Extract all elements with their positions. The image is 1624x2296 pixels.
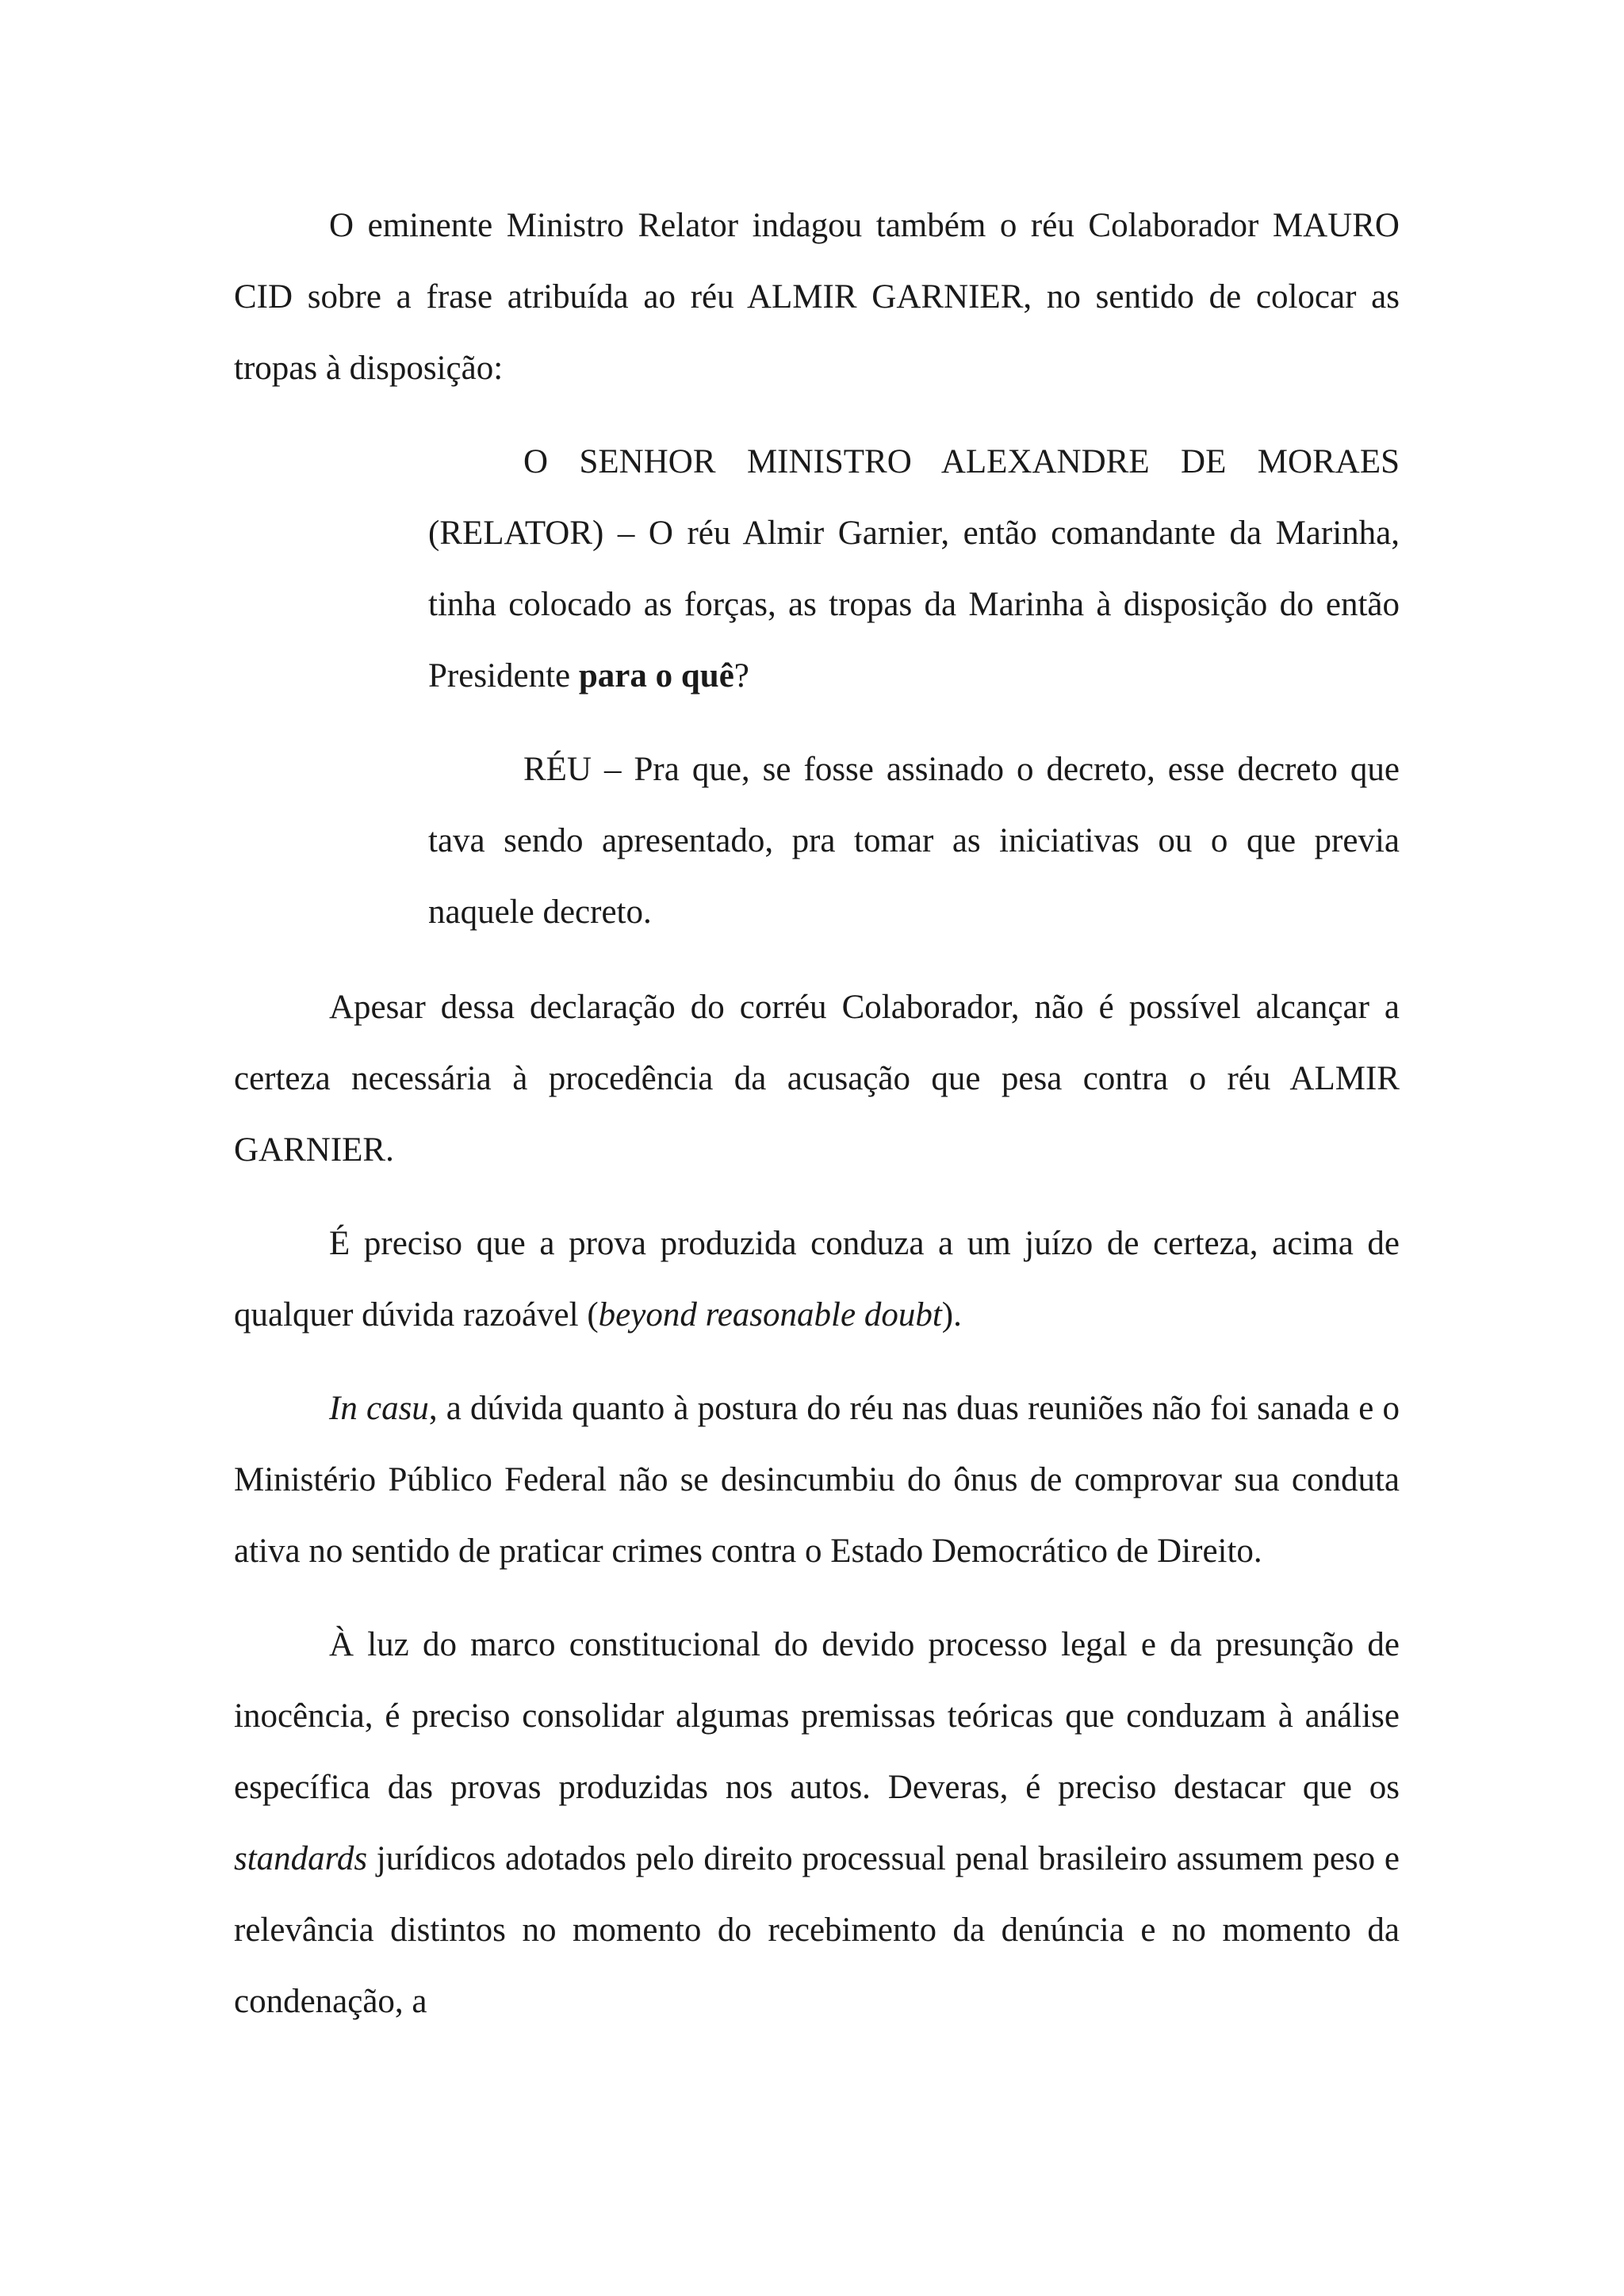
due-process-end: jurídicos adotados pelo direito processual penal brasileiro assumem peso e relevância distintos no momento do recebimento da denúncia e no momento da condenação, a [234,1840,1400,2020]
paragraph-intro: O eminente Ministro Relator indagou também o réu Colaborador MAURO CID sobre a frase atribuída ao réu ALMIR GARNIER, no sentido de colocar as tropas à disposição: [234,207,1400,387]
paragraph-certainty [234,1208,1400,1351]
due-process-text: À luz do marco constitucional do devido processo legal e da presunção de inocência, é preciso consolidar algumas premissas teóricas que conduzam à análise específica das provas produzidas nos autos. Deveras, é preciso destacar que os [234,1626,1400,1806]
certainty-italic: beyond reasonable doubt [598,1296,942,1334]
quote-defendant-answer: RÉU – Pra que, se fosse assinado o decreto, esse decreto que tava sendo apresentado, pra tomar as iniciativas ou o que previa naquele decreto. [428,751,1400,931]
quote-minister-text: O SENHOR MINISTRO ALEXANDRE DE MORAES (RELATOR) – O réu Almir Garnier, então comandante da Marinha, tinha colocado as forças, as tropas da Marinha à disposição do então Presidente [428,443,1400,695]
in-casu-text: , a dúvida quanto à postura do réu nas duas reuniões não foi sanada e o Ministério Público Federal não se desincumbiu do ônus de comprovar sua conduta ativa no sentido de praticar crimes contra o Estado Democrático de Direito. [234,1390,1400,1570]
document-page [234,190,1400,2060]
standards-italic: standards [234,1840,368,1877]
certainty-end: ). [941,1296,962,1334]
quote-minister-bold: para o quê [578,657,734,695]
paragraph-due-process [234,1609,1400,2038]
quote-minister-question [428,427,1400,712]
certainty-text: É preciso que a prova produzida conduza a um juízo de certeza, acima de qualquer dúvida razoável ( [234,1225,1400,1334]
paragraph-in-casu [234,1373,1400,1587]
quote-minister-end: ? [733,657,749,695]
in-casu-italic: In casu [329,1390,429,1427]
paragraph-declaration: Apesar dessa declaração do corréu Colaborador, não é possível alcançar a certeza necessária à procedência da acusação que pesa contra o réu ALMIR GARNIER. [234,989,1400,1169]
